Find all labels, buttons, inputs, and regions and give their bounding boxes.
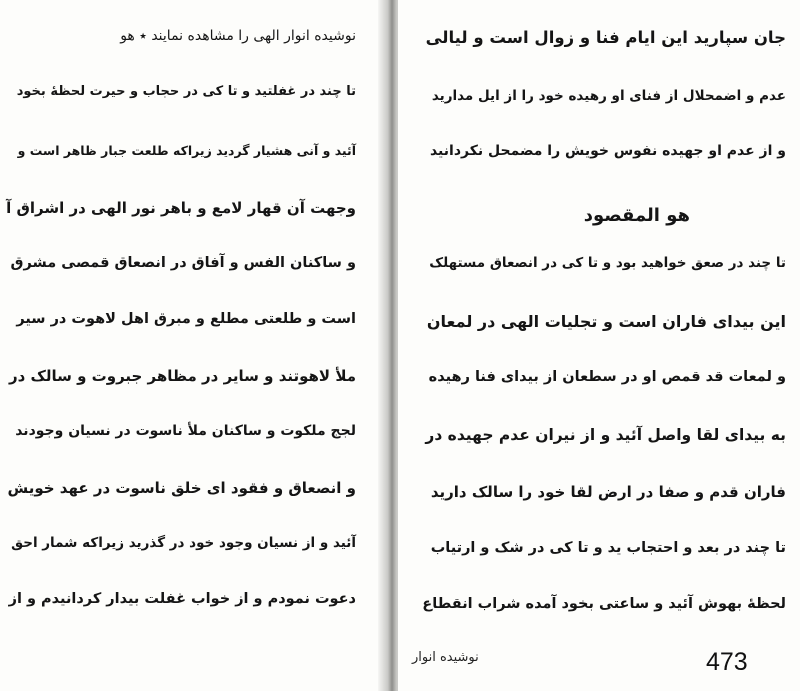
text-line: جان سپارید این ایام فنا و زوال است و لیالی	[425, 28, 786, 47]
text-line: لحظهٔ بهوش آئید و ساعتی بخود آمده شراب انقطاع	[422, 596, 786, 612]
running-head: نوشیده انوار الهی را مشاهده نمایند ٭ هو	[120, 28, 356, 44]
text-line: تا چند در غفلتید و تا کی در حجاب و حیرت لحظهٔ بخود	[16, 84, 356, 99]
text-line: ملأ لاهوتند و سایر در مظاهر جبروت و سالک در	[8, 367, 356, 385]
text-line: است و طلعتی مطلع و مبرق اهل لاهوت در سیر	[16, 311, 356, 327]
catchword: نوشیده انوار	[412, 650, 479, 665]
section-heading: هو المقصود	[583, 205, 690, 226]
left-page	[0, 0, 386, 691]
text-line: لجج ملکوت و ساکنان ملأ ناسوت در نسیان وجودند	[15, 423, 356, 439]
text-line: وجهت آن قهار لامع و باهر نور الهی در اشراق آ	[6, 199, 356, 217]
text-line: آئید و از نسیان وجود خود در گذرید زیراکه شمار احق	[11, 535, 356, 551]
text-line: و انصعاق و فقود ای خلق ناسوت در عهد خویش	[7, 479, 356, 497]
text-line: عدم و اضمحلال از فنای او رهیده خود را از ایل مدارید	[431, 88, 786, 104]
text-line: این بیدای فاران است و تجلیات الهی در لمعان	[426, 312, 786, 331]
text-line: آئید و آنی هشیار گردید زیراکه طلعت جبار ظاهر است و	[17, 143, 356, 158]
text-line: و لمعات قد قمص او در سطعان از بیدای فنا رهیده	[428, 369, 786, 385]
page-number: 473	[706, 648, 748, 676]
text-line: تا چند در صعق خواهید بود و تا کی در انصعاق مستهلک	[429, 255, 786, 271]
text-line: دعوت نمودم و از خواب غفلت بیدار کردانیدم و از	[8, 591, 356, 607]
text-line: و از عدم او جهیده نفوس خویش را مضمحل نکردانید	[429, 143, 786, 159]
right-page	[398, 0, 800, 691]
text-line: فاران قدم و صفا در ارض لقا خود را سالک دارید	[430, 483, 786, 501]
text-line: و ساکنان الفس و آفاق در انصعاق قمصی مشرق	[10, 255, 356, 271]
text-line: به بیدای لقا واصل آئید و از نیران عدم جهیده در	[425, 426, 786, 444]
text-line: تا چند در بعد و احتجاب ید و تا کی در شک و ارتیاب	[430, 540, 786, 556]
